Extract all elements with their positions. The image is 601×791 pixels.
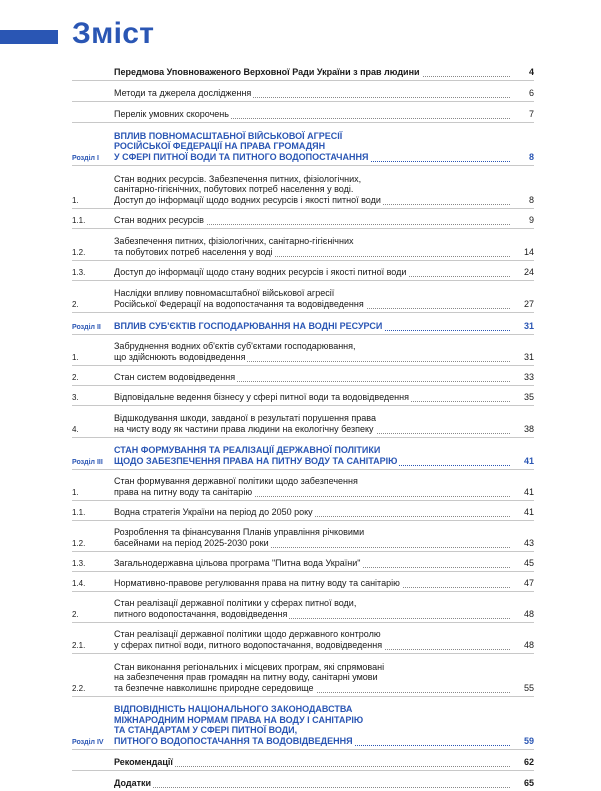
entry-number: 2.2. bbox=[72, 684, 114, 696]
entry-title-line: на забезпечення прав громадян на питну воду, санітарні умови bbox=[114, 672, 510, 683]
entry-number bbox=[72, 119, 114, 122]
entry-title-line: Додатки bbox=[114, 778, 510, 789]
entry-title-line: ВПЛИВ ПОВНОМАСШТАБНОЇ ВІЙСЬКОВОЇ АГРЕСІЇ bbox=[114, 131, 510, 142]
entry-number bbox=[72, 77, 114, 80]
entry-number: 1.2. bbox=[72, 248, 114, 260]
toc-entry[interactable] bbox=[72, 335, 534, 366]
page-number: 9 bbox=[510, 215, 534, 228]
entry-title-line: РОСІЙСЬКОЇ ФЕДЕРАЦІЇ НА ПРАВА ГРОМАДЯН bbox=[114, 141, 510, 152]
entry-title-line: санітарно-гігієнічних, побутових потреб населення у воді. bbox=[114, 184, 510, 195]
entry-title bbox=[114, 321, 510, 335]
page-number: 43 bbox=[510, 538, 534, 551]
entry-title-line: Стан формування державної політики щодо забезпечення bbox=[114, 476, 510, 487]
page-number: 35 bbox=[510, 392, 534, 405]
entry-title-line: ТА СТАНДАРТАМ У СФЕРІ ПИТНОЇ ВОДИ, bbox=[114, 725, 510, 736]
page-number: 59 bbox=[510, 736, 534, 749]
entry-title-line: ВІДПОВІДНІСТЬ НАЦІОНАЛЬНОГО ЗАКОНОДАВСТВА bbox=[114, 704, 510, 715]
toc-entry[interactable] bbox=[72, 209, 534, 229]
page-number: 31 bbox=[510, 321, 534, 334]
page-number: 65 bbox=[510, 778, 534, 791]
entry-title bbox=[114, 445, 510, 469]
toc-entry[interactable] bbox=[72, 261, 534, 281]
entry-title bbox=[114, 174, 510, 209]
entry-title bbox=[114, 215, 510, 229]
entry-title-line: Нормативно-правове регулювання права на питну воду та санітарію bbox=[114, 578, 510, 589]
entry-title-line: Стан виконання регіональних і місцевих програм, які спрямовані bbox=[114, 662, 510, 673]
entry-title bbox=[114, 109, 510, 123]
page-number: 33 bbox=[510, 372, 534, 385]
entry-title bbox=[114, 507, 510, 521]
entry-number: 1.3. bbox=[72, 559, 114, 571]
entry-title-line: басейнами на період 2025-2030 роки bbox=[114, 538, 510, 549]
toc-entry[interactable] bbox=[72, 166, 534, 209]
entry-title-line: Російської Федерації на водопостачання та водовідведення bbox=[114, 299, 510, 310]
section-label: Розділ II bbox=[72, 324, 114, 334]
toc-entry[interactable] bbox=[72, 123, 534, 166]
entry-title-line: Загальнодержавна цільова програма "Питна вода України" bbox=[114, 558, 510, 569]
entry-title bbox=[114, 392, 510, 406]
entry-title-line: Доступ до інформації щодо водних ресурсів і якості питної води bbox=[114, 195, 510, 206]
page-number: 31 bbox=[510, 352, 534, 365]
page-number: 8 bbox=[510, 152, 534, 165]
entry-title-line: Забезпечення питних, фізіологічних, санітарно-гігієнічних bbox=[114, 236, 510, 247]
entry-title-line: Стан реалізації державної політики у сферах питної води, bbox=[114, 598, 510, 609]
entry-title bbox=[114, 67, 510, 81]
toc-entry[interactable] bbox=[72, 750, 534, 771]
section-label: Розділ I bbox=[72, 155, 114, 165]
entry-number: 1. bbox=[72, 196, 114, 208]
page-number: 27 bbox=[510, 299, 534, 312]
entry-title-line: Наслідки впливу повномасштабної військової агресії bbox=[114, 288, 510, 299]
entry-title-line: Методи та джерела дослідження bbox=[114, 88, 510, 99]
table-of-contents bbox=[72, 56, 534, 791]
entry-number: 1.1. bbox=[72, 508, 114, 520]
entry-title-line: та безпечне навколишнє природне середовище bbox=[114, 683, 510, 694]
toc-entry[interactable] bbox=[72, 552, 534, 572]
entry-title bbox=[114, 527, 510, 551]
entry-title bbox=[114, 629, 510, 653]
entry-title-line: Перелік умовних скорочень bbox=[114, 109, 510, 120]
page-number: 55 bbox=[510, 683, 534, 696]
section-label: Розділ IV bbox=[72, 739, 114, 749]
entry-title-line: Відшкодування шкоди, завданої в результаті порушення права bbox=[114, 413, 510, 424]
entry-title-line: на чисту воду як частини права людини на екологічну безпеку bbox=[114, 424, 510, 435]
entry-title-line: Доступ до інформації щодо стану водних ресурсів і якості питної води bbox=[114, 267, 510, 278]
entry-title-line: ПИТНОГО ВОДОПОСТАЧАННЯ ТА ВОДОВІДВЕДЕННЯ bbox=[114, 736, 510, 747]
page-number: 14 bbox=[510, 247, 534, 260]
entry-title bbox=[114, 578, 510, 592]
page-number: 62 bbox=[510, 757, 534, 770]
entry-title-line: Стан систем водовідведення bbox=[114, 372, 510, 383]
page-number: 8 bbox=[510, 195, 534, 208]
toc-entry[interactable] bbox=[72, 281, 534, 313]
entry-title bbox=[114, 662, 510, 697]
entry-title-line: права на питну воду та санітарію bbox=[114, 487, 510, 498]
page-number: 24 bbox=[510, 267, 534, 280]
entry-title-line: питного водопостачання, водовідведення bbox=[114, 609, 510, 620]
entry-title bbox=[114, 88, 510, 102]
entry-title bbox=[114, 476, 510, 500]
entry-title-line: МІЖНАРОДНИМ НОРМАМ ПРАВА НА ВОДУ І САНІТАРІЮ bbox=[114, 715, 510, 726]
entry-title-line: Розроблення та фінансування Планів управління річковими bbox=[114, 527, 510, 538]
entry-title bbox=[114, 267, 510, 281]
page-number: 48 bbox=[510, 609, 534, 622]
entry-title bbox=[114, 131, 510, 166]
entry-number: 1.3. bbox=[72, 268, 114, 280]
entry-title bbox=[114, 598, 510, 622]
toc-entry[interactable] bbox=[72, 623, 534, 654]
toc-entry[interactable] bbox=[72, 313, 534, 335]
entry-title-line: ЩОДО ЗАБЕЗПЕЧЕННЯ ПРАВА НА ПИТНУ ВОДУ ТА САНІТАРІЮ bbox=[114, 456, 510, 467]
entry-title bbox=[114, 413, 510, 437]
entry-title bbox=[114, 288, 510, 312]
toc-entry[interactable] bbox=[72, 102, 534, 123]
entry-title-line: Водна стратегія України на період до 2050 року bbox=[114, 507, 510, 518]
entry-number: 1.1. bbox=[72, 216, 114, 228]
entry-number: 1. bbox=[72, 488, 114, 500]
entry-title bbox=[114, 341, 510, 365]
entry-title-line: Стан водних ресурсів bbox=[114, 215, 510, 226]
entry-number: 1.2. bbox=[72, 539, 114, 551]
toc-entry[interactable] bbox=[72, 366, 534, 386]
toc-entry[interactable] bbox=[72, 501, 534, 521]
entry-title bbox=[114, 372, 510, 386]
page-number: 41 bbox=[510, 507, 534, 520]
entry-title-line: У СФЕРІ ПИТНОЇ ВОДИ ТА ПИТНОГО ВОДОПОСТАЧАННЯ bbox=[114, 152, 510, 163]
entry-number bbox=[72, 98, 114, 101]
entry-title bbox=[114, 236, 510, 260]
entry-number: 3. bbox=[72, 393, 114, 405]
toc-entry[interactable] bbox=[72, 521, 534, 552]
page-number: 41 bbox=[510, 456, 534, 469]
entry-title bbox=[114, 558, 510, 572]
page-number: 41 bbox=[510, 487, 534, 500]
entry-title-line: Передмова Уповноваженого Верховної Ради України з прав людини bbox=[114, 67, 510, 78]
entry-title-line: ВПЛИВ СУБ'ЄКТІВ ГОСПОДАРЮВАННЯ НА ВОДНІ РЕСУРСИ bbox=[114, 321, 510, 332]
entry-title-line: що здійснюють водовідведення bbox=[114, 352, 510, 363]
entry-number: 2.1. bbox=[72, 641, 114, 653]
toc-entry[interactable] bbox=[72, 386, 534, 406]
toc-entry[interactable] bbox=[72, 592, 534, 623]
entry-number: 2. bbox=[72, 300, 114, 312]
toc-entry[interactable] bbox=[72, 56, 534, 81]
entry-title-line: СТАН ФОРМУВАННЯ ТА РЕАЛІЗАЦІЇ ДЕРЖАВНОЇ ПОЛІТИКИ bbox=[114, 445, 510, 456]
page-number: 4 bbox=[510, 67, 534, 80]
page-number: 6 bbox=[510, 88, 534, 101]
section-label: Розділ III bbox=[72, 459, 114, 469]
page-number: 7 bbox=[510, 109, 534, 122]
page-title: Зміст bbox=[72, 14, 154, 54]
entry-number: 1.4. bbox=[72, 579, 114, 591]
toc-entry[interactable] bbox=[72, 470, 534, 501]
entry-title-line: у сферах питної води, питного водопостачання, водовідведення bbox=[114, 640, 510, 651]
entry-number: 4. bbox=[72, 425, 114, 437]
toc-entry[interactable] bbox=[72, 697, 534, 750]
entry-number: 1. bbox=[72, 353, 114, 365]
entry-title bbox=[114, 704, 510, 749]
entry-title bbox=[114, 757, 510, 771]
entry-title-line: Стан реалізації державної політики щодо державного контролю bbox=[114, 629, 510, 640]
toc-entry[interactable] bbox=[72, 229, 534, 261]
entry-title-line: та побутових потреб населення у воді bbox=[114, 247, 510, 258]
toc-entry[interactable] bbox=[72, 654, 534, 697]
entry-title-line: Відповідальне ведення бізнесу у сфері питної води та водовідведення bbox=[114, 392, 510, 403]
toc-entry[interactable] bbox=[72, 438, 534, 470]
entry-number bbox=[72, 767, 114, 770]
entry-number: 2. bbox=[72, 373, 114, 385]
entry-number: 2. bbox=[72, 610, 114, 622]
toc-entry[interactable] bbox=[72, 406, 534, 438]
page-number: 38 bbox=[510, 424, 534, 437]
page-number: 45 bbox=[510, 558, 534, 571]
entry-title-line: Стан водних ресурсів. Забезпечення питних, фізіологічних, bbox=[114, 174, 510, 185]
entry-title-line: Забруднення водних об'єктів суб'єктами господарювання, bbox=[114, 341, 510, 352]
accent-bar bbox=[0, 30, 58, 44]
entry-title-line: Рекомендації bbox=[114, 757, 510, 768]
page-number: 47 bbox=[510, 578, 534, 591]
toc-entry[interactable] bbox=[72, 81, 534, 102]
toc-entry[interactable] bbox=[72, 572, 534, 592]
page-number: 48 bbox=[510, 640, 534, 653]
entry-title bbox=[114, 778, 510, 791]
toc-entry[interactable] bbox=[72, 771, 534, 791]
